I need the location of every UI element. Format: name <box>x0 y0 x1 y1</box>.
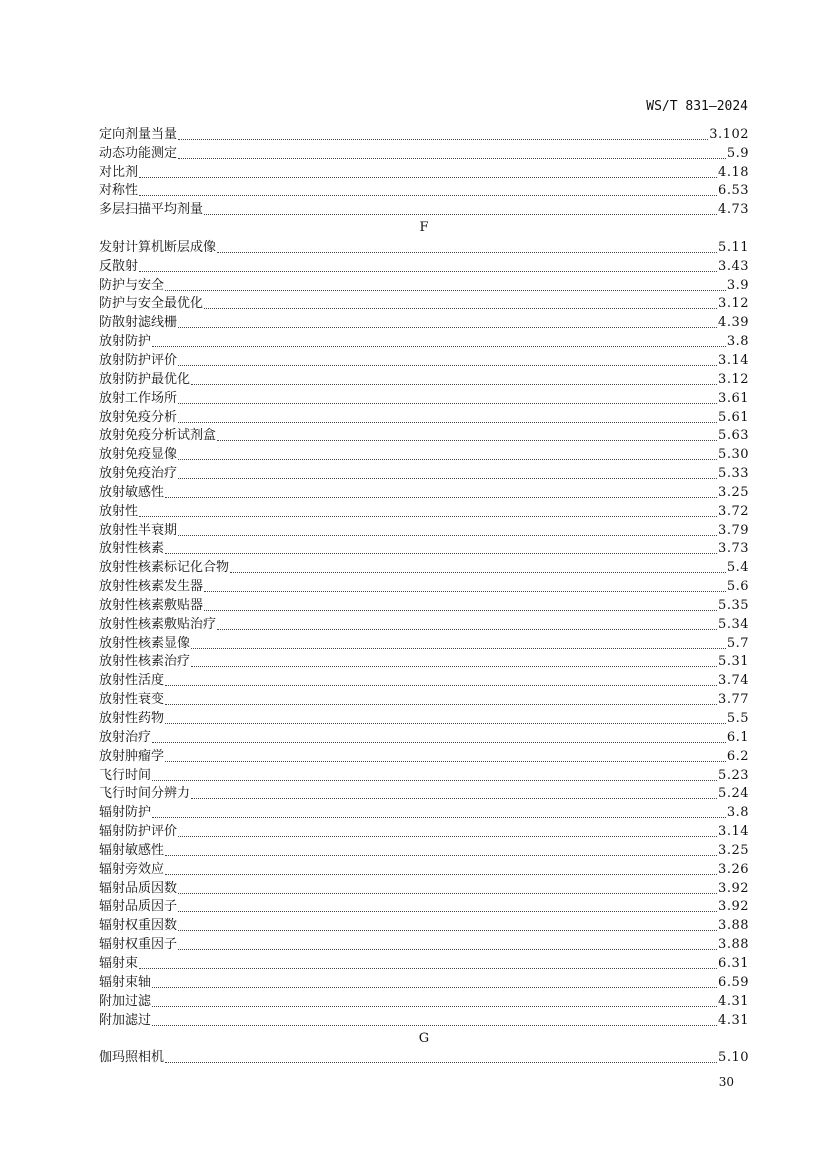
clause-reference: 4.39 <box>718 315 749 331</box>
index-entry <box>99 653 749 672</box>
dot-leader <box>178 535 717 536</box>
index-term: 放射性半衰期 <box>99 522 178 538</box>
dot-leader <box>178 139 708 140</box>
index-entry <box>99 558 749 577</box>
section-letter: F <box>419 220 429 236</box>
clause-reference: 5.11 <box>718 239 749 255</box>
clause-reference: 3.8 <box>726 805 749 821</box>
clause-reference: 4.31 <box>718 1012 749 1028</box>
index-term: 放射性药物 <box>99 711 165 726</box>
index-entry <box>99 427 749 446</box>
dot-leader <box>165 290 726 291</box>
index-term: 防护与安全 <box>99 277 165 293</box>
clause-reference: 3.77 <box>718 692 749 708</box>
index-entry <box>99 898 749 917</box>
clause-reference: 3.25 <box>718 484 749 500</box>
index-entry <box>99 540 749 559</box>
index-entry <box>99 879 749 898</box>
index-entry <box>99 577 749 596</box>
dot-leader <box>139 271 717 272</box>
index-term: 放射治疗 <box>99 729 152 745</box>
index-term: 动态功能测定 <box>99 145 178 161</box>
dot-leader <box>204 308 717 309</box>
index-entry <box>99 163 749 182</box>
index-term: 放射性核素 <box>99 541 165 557</box>
index-entry <box>99 803 749 822</box>
dot-leader <box>178 327 717 328</box>
dot-leader <box>139 195 717 196</box>
clause-reference: 6.59 <box>718 974 749 990</box>
dot-leader <box>152 1025 717 1026</box>
clause-reference: 4.31 <box>718 993 749 1009</box>
dot-leader <box>152 742 726 743</box>
index-entry <box>99 671 749 690</box>
index-term: 发射计算机断层成像 <box>99 239 217 255</box>
index-term: 放射性核素发生器 <box>99 579 204 595</box>
clause-reference: 3.12 <box>718 371 749 387</box>
index-entry <box>99 332 749 351</box>
index-entry <box>99 596 749 615</box>
index-entry <box>99 860 749 879</box>
document-code: WS/T 831—2024 <box>646 99 748 114</box>
dot-leader <box>191 666 717 667</box>
index-term: 放射性核素治疗 <box>99 654 191 670</box>
index-entry <box>99 313 749 332</box>
clause-reference: 5.9 <box>726 145 749 161</box>
clause-reference: 3.88 <box>718 918 749 934</box>
index-entry <box>99 464 749 483</box>
index-entry <box>99 276 749 295</box>
clause-reference: 5.4 <box>726 560 749 576</box>
dot-leader <box>217 252 717 253</box>
clause-reference: 3.9 <box>726 277 749 293</box>
index-term: 辐射防护评价 <box>99 824 178 840</box>
dot-leader <box>165 704 717 705</box>
clause-reference: 5.6 <box>726 579 749 595</box>
index-entry <box>99 634 749 653</box>
index-term: 多层扫描平均剂量 <box>99 202 204 218</box>
index-term: 辐射权重因数 <box>99 918 178 934</box>
clause-reference: 3.102 <box>709 126 749 142</box>
dot-leader <box>230 572 726 573</box>
clause-reference: 3.25 <box>718 842 749 858</box>
index-entry <box>99 690 749 709</box>
index-entry <box>99 709 749 728</box>
clause-reference: 6.1 <box>726 729 749 745</box>
index-entry <box>99 841 749 860</box>
index-term: 放射防护 <box>99 334 152 350</box>
dot-leader <box>178 949 717 950</box>
index-term: 附加滤过 <box>99 1012 152 1028</box>
clause-reference: 3.12 <box>718 296 749 312</box>
dot-leader <box>191 384 717 385</box>
dot-leader <box>217 440 717 441</box>
index-term: 辐射权重因子 <box>99 937 178 953</box>
index-entry <box>99 954 749 973</box>
clause-reference: 5.23 <box>718 767 749 783</box>
clause-reference: 3.26 <box>718 861 749 877</box>
index-entry <box>99 351 749 370</box>
index-term: 辐射品质因子 <box>99 899 178 915</box>
clause-reference: 4.73 <box>718 202 749 218</box>
index-term: 定向剂量当量 <box>99 126 178 142</box>
clause-reference: 3.73 <box>718 541 749 557</box>
index-entry <box>99 615 749 634</box>
term-index <box>99 125 749 1067</box>
index-entry <box>99 1048 749 1067</box>
index-term: 辐射旁效应 <box>99 861 165 877</box>
index-term: 防散射滤线栅 <box>99 315 178 331</box>
index-term: 辐射束 <box>99 955 139 971</box>
dot-leader <box>178 158 726 159</box>
dot-leader <box>139 968 717 969</box>
index-entry <box>99 992 749 1011</box>
index-term: 对称性 <box>99 183 139 199</box>
index-term: 放射敏感性 <box>99 484 165 500</box>
clause-reference: 3.92 <box>718 899 749 915</box>
dot-leader <box>165 1062 717 1063</box>
index-term: 放射免疫治疗 <box>99 466 178 482</box>
index-entry <box>99 822 749 841</box>
dot-leader <box>178 930 717 931</box>
index-term: 放射免疫显像 <box>99 447 178 463</box>
index-term: 放射性活度 <box>99 673 165 689</box>
dot-leader <box>178 459 717 460</box>
index-term: 防护与安全最优化 <box>99 296 204 312</box>
index-entry <box>99 502 749 521</box>
index-term: 对比剂 <box>99 164 139 180</box>
clause-reference: 5.5 <box>726 711 749 726</box>
index-entry <box>99 766 749 785</box>
clause-reference: 3.74 <box>718 673 749 689</box>
dot-leader <box>165 723 726 724</box>
dot-leader <box>204 591 726 592</box>
dot-leader <box>152 346 726 347</box>
dot-leader <box>152 987 717 988</box>
clause-reference: 4.18 <box>718 164 749 180</box>
clause-reference: 3.88 <box>718 937 749 953</box>
index-entry <box>99 257 749 276</box>
index-entry <box>99 483 749 502</box>
index-entry <box>99 295 749 314</box>
index-entry <box>99 785 749 804</box>
index-term: 放射性核素显像 <box>99 635 191 651</box>
dot-leader <box>178 478 717 479</box>
index-entry <box>99 521 749 540</box>
dot-leader <box>178 422 717 423</box>
page-number: 30 <box>718 1075 734 1089</box>
clause-reference: 6.31 <box>718 955 749 971</box>
index-term: 放射免疫分析试剂盒 <box>99 428 217 444</box>
dot-leader <box>204 214 717 215</box>
index-entry <box>99 182 749 201</box>
index-term: 放射性 <box>99 503 139 519</box>
clause-reference: 3.14 <box>718 824 749 840</box>
index-term: 放射防护最优化 <box>99 371 191 387</box>
index-entry <box>99 728 749 747</box>
clause-reference: 3.72 <box>718 503 749 519</box>
dot-leader <box>191 648 726 649</box>
clause-reference: 5.31 <box>718 654 749 670</box>
clause-reference: 3.43 <box>718 258 749 274</box>
clause-reference: 5.61 <box>718 409 749 425</box>
index-term: 放射工作场所 <box>99 390 178 406</box>
clause-reference: 5.30 <box>718 447 749 463</box>
clause-reference: 5.35 <box>718 597 749 613</box>
index-term: 辐射防护 <box>99 805 152 821</box>
index-entry <box>99 144 749 163</box>
index-term: 反散射 <box>99 258 139 274</box>
dot-leader <box>165 553 717 554</box>
index-entry <box>99 370 749 389</box>
clause-reference: 3.61 <box>718 390 749 406</box>
index-term: 放射防护评价 <box>99 352 178 368</box>
clause-reference: 6.53 <box>718 183 749 199</box>
index-entry <box>99 200 749 219</box>
index-term: 放射肿瘤学 <box>99 748 165 764</box>
index-entry <box>99 389 749 408</box>
dot-leader <box>178 836 717 837</box>
index-entry <box>99 445 749 464</box>
dot-leader <box>165 855 717 856</box>
index-entry <box>99 408 749 427</box>
dot-leader <box>178 893 717 894</box>
dot-leader <box>191 798 717 799</box>
index-entry <box>99 238 749 257</box>
index-term: 辐射束轴 <box>99 974 152 990</box>
dot-leader <box>165 497 717 498</box>
index-entry <box>99 916 749 935</box>
index-term: 飞行时间分辨力 <box>99 786 191 802</box>
clause-reference: 5.7 <box>726 635 749 651</box>
clause-reference: 3.92 <box>718 880 749 896</box>
clause-reference: 5.33 <box>718 466 749 482</box>
index-entry <box>99 973 749 992</box>
index-entry <box>99 1011 749 1030</box>
dot-leader <box>178 403 717 404</box>
index-term: 辐射品质因数 <box>99 880 178 896</box>
index-entry <box>99 747 749 766</box>
clause-reference: 3.79 <box>718 522 749 538</box>
section-letter: G <box>418 1030 430 1046</box>
clause-reference: 5.63 <box>718 428 749 444</box>
index-term: 放射性核素敷贴器 <box>99 597 204 613</box>
dot-leader <box>178 365 717 366</box>
dot-leader <box>165 685 717 686</box>
dot-leader <box>178 911 717 912</box>
index-term: 放射性核素敷贴治疗 <box>99 616 217 632</box>
index-entry <box>99 125 749 144</box>
dot-leader <box>152 817 726 818</box>
index-term: 放射性核素标记化合物 <box>99 560 230 576</box>
dot-leader <box>217 629 717 630</box>
dot-leader <box>139 177 717 178</box>
dot-leader <box>165 761 726 762</box>
index-term: 飞行时间 <box>99 767 152 783</box>
dot-leader <box>152 780 717 781</box>
index-term: 伽玛照相机 <box>99 1050 165 1066</box>
clause-reference: 3.14 <box>718 352 749 368</box>
dot-leader <box>139 516 717 517</box>
clause-reference: 5.34 <box>718 616 749 632</box>
index-term: 辐射敏感性 <box>99 842 165 858</box>
index-entry <box>99 935 749 954</box>
clause-reference: 5.10 <box>718 1050 749 1066</box>
clause-reference: 5.24 <box>718 786 749 802</box>
index-term: 放射免疫分析 <box>99 409 178 425</box>
clause-reference: 3.8 <box>726 334 749 350</box>
clause-reference: 6.2 <box>726 748 749 764</box>
index-term: 放射性衰变 <box>99 692 165 708</box>
index-term: 附加过滤 <box>99 993 152 1009</box>
dot-leader <box>204 610 717 611</box>
dot-leader <box>152 1006 717 1007</box>
dot-leader <box>165 874 717 875</box>
